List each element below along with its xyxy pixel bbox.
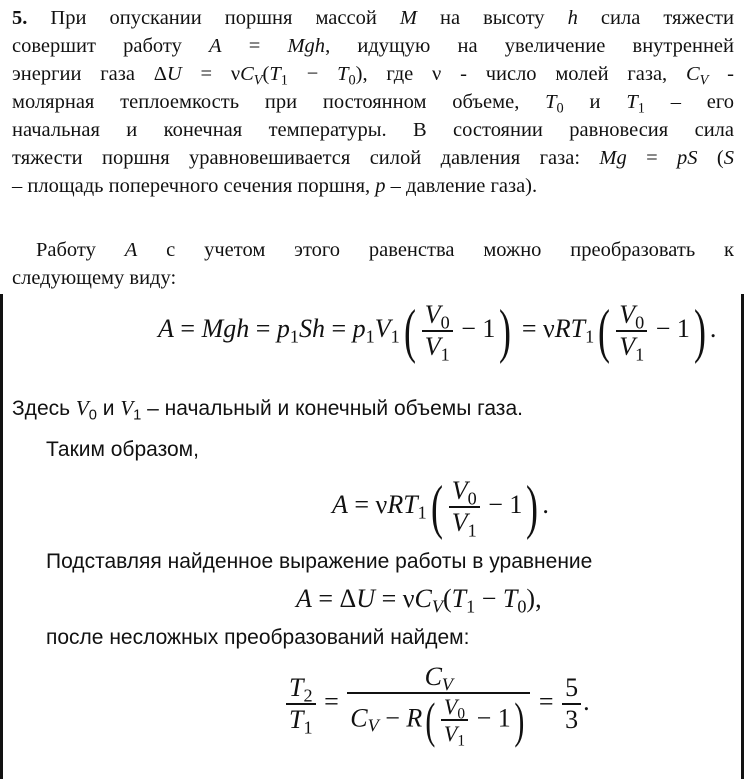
equation-4: $\frac{T_2}{T_1}$ = $C_V$ $C_V - R$( $\frac{V_0}{V_1}$ − 1) = $\frac{5}{3}$ . bbox=[284, 662, 590, 746]
text-thus: Таким образом, bbox=[46, 438, 199, 461]
text-substituting: Подставляя найденное выражение работы в уравнение bbox=[46, 550, 593, 573]
fraction-t2-t1: $\frac{T_2}{T_1}$ bbox=[286, 673, 316, 735]
fraction-v0-v1-c: $\frac{V_0}{V_1}$ bbox=[449, 476, 480, 538]
problem-number: 5. bbox=[12, 7, 28, 29]
paragraph-1 bbox=[12, 4, 734, 200]
fraction-v0-v1: $\frac{V_0}{V_1}$ bbox=[422, 300, 453, 362]
paragraph-1-line-2: совершит работу A = Mgh, идущую на увеличение внутренней bbox=[12, 35, 734, 57]
paragraph-2 bbox=[12, 236, 734, 292]
paragraph-1-line-6: тяжести поршня уравновешивается силой давления газа: Mg = pS (S bbox=[12, 147, 735, 169]
fraction-cv-expression: $C_V$ $C_V - R$( $\frac{V_0}{V_1}$ − 1) bbox=[347, 662, 530, 746]
text-after: после несложных преобразований найдем: bbox=[46, 626, 470, 649]
right-paren: ) bbox=[499, 297, 512, 364]
paragraph-1-line-5: начальная и конечная температуры. В состоянии равновесия сила bbox=[12, 119, 734, 141]
equation-3: $A = \Delta U = \nu C_V(T_1 - T_0)$, bbox=[296, 584, 542, 617]
paragraph-1-line-7: – площадь поперечного сечения поршня, p – давление газа). bbox=[12, 175, 538, 197]
fraction-5-3: $\frac{5}{3}$ bbox=[562, 673, 581, 735]
paragraph-1-line-3: энергии газа $\Delta U = \nu C_V(T_1 - T_0)$, где ν - число молей газа, $C_V$ - bbox=[12, 63, 735, 89]
paragraph-2-line-1: Работу A с учетом этого равенства можно преобразовать к bbox=[36, 239, 735, 261]
equation-1: A = Mgh = $p_1Sh = p_1V_1$( $\frac{V_0}{V_1}$ − 1) = νRT$_1$( $\frac{V_0}{V_1}$ − 1) . bbox=[158, 297, 717, 365]
page-border-left bbox=[0, 294, 3, 779]
fraction-v0-v1-b: $\frac{V_0}{V_1}$ bbox=[616, 300, 647, 362]
paragraph-1-line-4: молярная теплоемкость при постоянном объеме, $T_0$ и $T_1$ – его bbox=[12, 91, 734, 117]
equation-2: A = νRT$_1$( $\frac{V_0}{V_1}$ − 1) . bbox=[332, 473, 549, 541]
text-here: Здесь $V_0$ и $V_1$ – начальный и конечный объемы газа. bbox=[12, 396, 523, 424]
paragraph-2-line-2: следующему виду: bbox=[12, 267, 177, 289]
left-paren: ( bbox=[403, 297, 416, 364]
paragraph-1-line-1: 5. При опускании поршня массой M на высоту h сила тяжести bbox=[12, 7, 734, 29]
